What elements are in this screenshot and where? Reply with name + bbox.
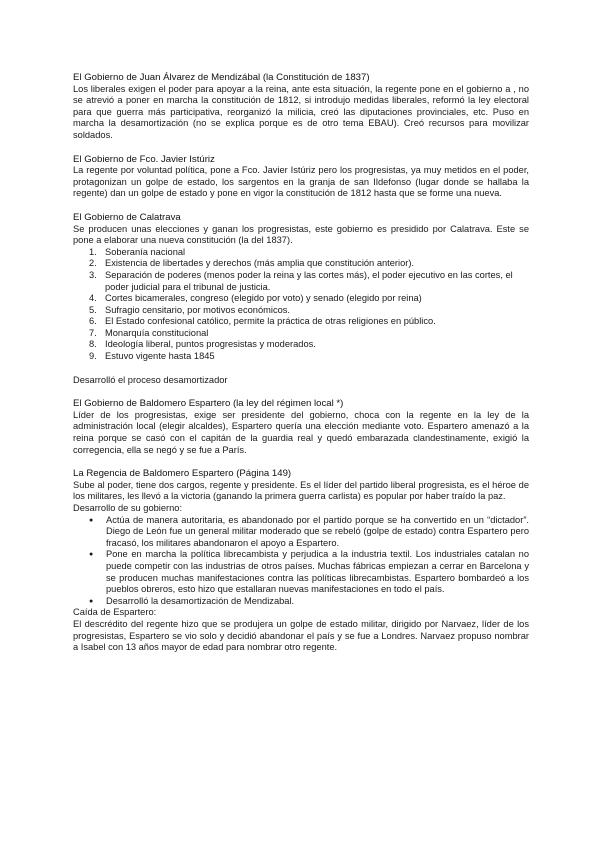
document-body [73, 72, 529, 654]
list-item: ● Desarrolló la desamortización de Mendizabal. [106, 596, 529, 608]
spacer [73, 456, 529, 468]
list-item: ● Actúa de manera autoritaria, es abandonado por el partido porque se ha convertido en un “dictador”. Diego de León fue un general militar moderado que se rebeló (golpe de estado) contra Espartero pero fracasó, los militares abandonaron el apoyo a Espartero. [106, 515, 529, 550]
section-title-baldomero: El Gobierno de Baldomero Espartero (la ley del régimen local *) [73, 398, 344, 410]
section-body-baldomero: Líder de los progresistas, exige ser presidente del gobierno, choca con la regente en la ley de la administración local (elegir alcaldes), Espartero quería una elección mediante voto. Espartero amenazó a la reina porque se casó con el capitán de la guardia real y quedó embarazada clandestinamente, exigió la corregencia, ella se negó y se fue a París. [73, 409, 529, 455]
list-item: Existencia de libertades y derechos (más amplia que constitución anterior). [105, 258, 415, 269]
government-development-list [73, 515, 529, 608]
subheading-desarrollo: Desarrollo de su gobierno: [73, 503, 183, 513]
section-title-isturiz: El Gobierno de Fco. Javier Istúriz [73, 153, 215, 165]
section-title-calatrava: El Gobierno de Calatrava [73, 211, 181, 223]
section-body-regencia: Sube al poder, tiene dos cargos, regente y presidente. Es el líder del partido liberal progresista, es el héroe de los militares, les llevó a la victoria (ganando la primera guerra carlista) es popular por haber traído la paz. [73, 479, 529, 502]
list-item: ● Pone en marcha la política librecambista y perjudica a la industria textil. Los industriales catalan no puede competir con las industrias de otros países. Muchas fábricas empiezan a cerrar en Barcelona y se producen muchas manifestaciones contra las políticas librecambistas. Espartero bombardeó a los pueblos obreros, esto hizo que estallaran nuevas manifestaciones en todo el país. [106, 549, 529, 595]
subheading-caida: Caída de Espartero: [73, 607, 157, 618]
spacer [73, 142, 529, 154]
section-body-caida: El descrédito del regente hizo que se produjera un golpe de estado militar, dirigido por Narvaez, líder de los progresistas, Espartero se vio solo y decidió abandonar el país y se fue a Londres. Narvaez propuso nombrar a Isabel con 13 años mayor de edad para nombrar otro regente. [73, 618, 529, 653]
spacer [73, 386, 529, 398]
list-item: Monarquía constitucional [105, 327, 209, 338]
list-item: Separación de poderes (menos poder la reina y las cortes más), el poder ejecutivo en las cortes, el poder judicial para el tribunal de justicia. [105, 269, 513, 292]
list-item: Ideología liberal, puntos progresistas y moderados. [105, 339, 316, 350]
section-body-mendizabal: Los liberales exigen el poder para apoyar a la reina, ante esta situación, la regente pone en el gobierno a , no se atrevió a poner en marcha la constitución de 1812, si introdujo medidas liberales, reformó la ley electoral para que guerra más participativa, reorganizó la milicia, creó las diputaciones provinciales, etc. Puso en marcha la desamortización (no se explica porque es de otro tema EBAU). Creó recursos para movilizar soldados. [73, 83, 529, 140]
spacer [73, 363, 529, 375]
list-item: Soberanía nacional [105, 246, 186, 257]
section-title-mendizabal: El Gobierno de Juan Álvarez de Mendizábal (la Constitución de 1837) [73, 72, 370, 83]
list-item: El Estado confesional católico, permite la práctica de otras religiones en público. [105, 316, 436, 327]
spacer [73, 200, 529, 212]
section-body-isturiz: La regente por voluntad política, pone a Fco. Javier Istúriz pero los progresistas, ya muy metidos en el poder, protagonizan un golpe de estado, los sargentos en la granja de san Ildefonso (lugar donde se hallaba la regente) dan un golpe de estado y pone en vigor la constitución de 1812 hasta que se forme una nueva. [73, 165, 529, 199]
list-item: Estuvo vigente hasta 1845 [105, 351, 215, 362]
list-item: Sufragio censitario, por motivos económicos. [105, 304, 290, 315]
section-title-regencia: La Regencia de Baldomero Espartero (Página 149) [73, 468, 292, 480]
constitution-features-list [73, 247, 529, 363]
list-item: Cortes bicamerales, congreso (elegido por voto) y senado (elegido por reina) [105, 293, 422, 304]
section-closing-calatrava: Desarrolló el proceso desamortizador [73, 374, 228, 385]
section-body-calatrava: Se producen unas elecciones y ganan los progresistas, este gobierno es presidido por Calatrava. Este se pone a elaborar una nueva constitución (la del 1837). [73, 223, 529, 246]
